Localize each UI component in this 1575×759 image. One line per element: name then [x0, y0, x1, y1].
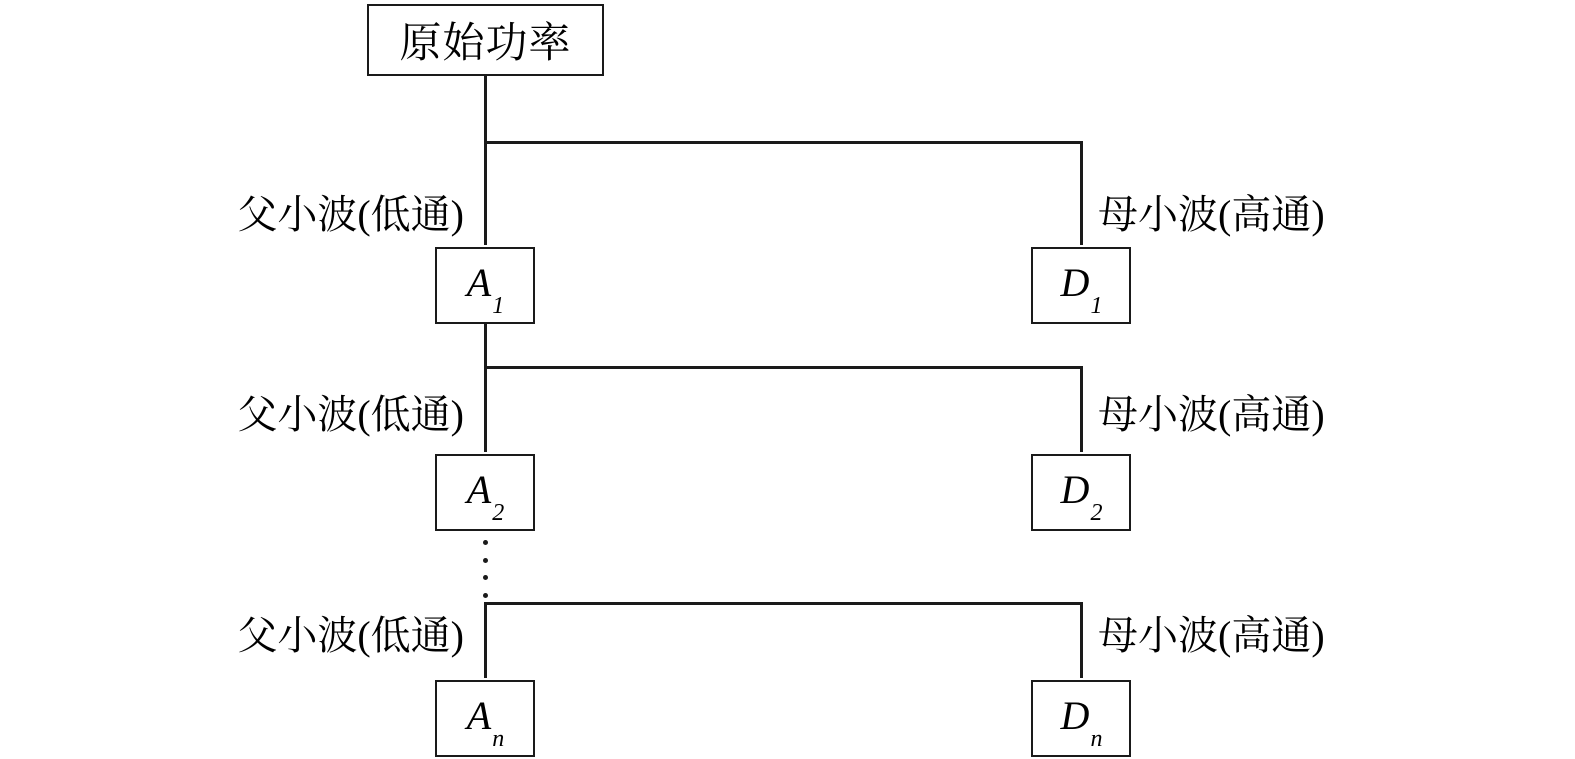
edge-split-2-to-approx-2: [484, 366, 487, 452]
level-2-lowpass-label: 父小波(低通): [237, 392, 464, 437]
node-detail-2-subscript: 2: [1090, 500, 1103, 526]
edge-split-n-to-detail-n: [1080, 602, 1083, 678]
edge-approx-1-to-split-2: [484, 324, 487, 368]
edge-split-n-to-approx-n: [484, 602, 487, 678]
edge-split-1-horizontal: [484, 141, 1083, 144]
edge-split-2-horizontal: [484, 366, 1083, 369]
edge-split-1-to-detail-1: [1080, 141, 1083, 245]
node-detail-2: [1031, 454, 1131, 531]
node-approx-n: [435, 680, 535, 757]
node-detail-n-subscript: n: [1090, 726, 1103, 752]
node-detail-1-subscript: 1: [1090, 293, 1103, 319]
edge-split-1-to-approx-1: [484, 141, 487, 245]
node-approx-1-subscript: 1: [492, 293, 505, 319]
edge-split-n-horizontal: [484, 602, 1083, 605]
node-detail-1: [1031, 247, 1131, 324]
node-approx-2-symbol: A: [466, 467, 492, 512]
root-node-original-power: [367, 4, 604, 76]
edge-split-2-to-detail-2: [1080, 366, 1083, 452]
node-detail-2-symbol: D: [1060, 467, 1090, 512]
level-1-lowpass-label: 父小波(低通): [237, 192, 464, 237]
node-approx-n-subscript: n: [492, 726, 505, 752]
node-approx-2-subscript: 2: [492, 500, 505, 526]
level-1-highpass-label: 母小波(高通): [1098, 192, 1325, 237]
level-n-lowpass-label: 父小波(低通): [237, 613, 464, 658]
node-detail-n: [1031, 680, 1131, 757]
root-node-label: 原始功率: [399, 21, 572, 67]
node-detail-1-symbol: D: [1060, 260, 1090, 305]
level-2-highpass-label: 母小波(高通): [1098, 392, 1325, 437]
node-detail-n-symbol: D: [1060, 693, 1090, 738]
node-approx-n-symbol: A: [466, 693, 492, 738]
node-approx-1: [435, 247, 535, 324]
ellipsis-dots: [483, 540, 488, 598]
edge-root-to-split-1: [484, 76, 487, 143]
level-n-highpass-label: 母小波(高通): [1098, 613, 1325, 658]
node-approx-2: [435, 454, 535, 531]
node-approx-1-symbol: A: [466, 260, 492, 305]
